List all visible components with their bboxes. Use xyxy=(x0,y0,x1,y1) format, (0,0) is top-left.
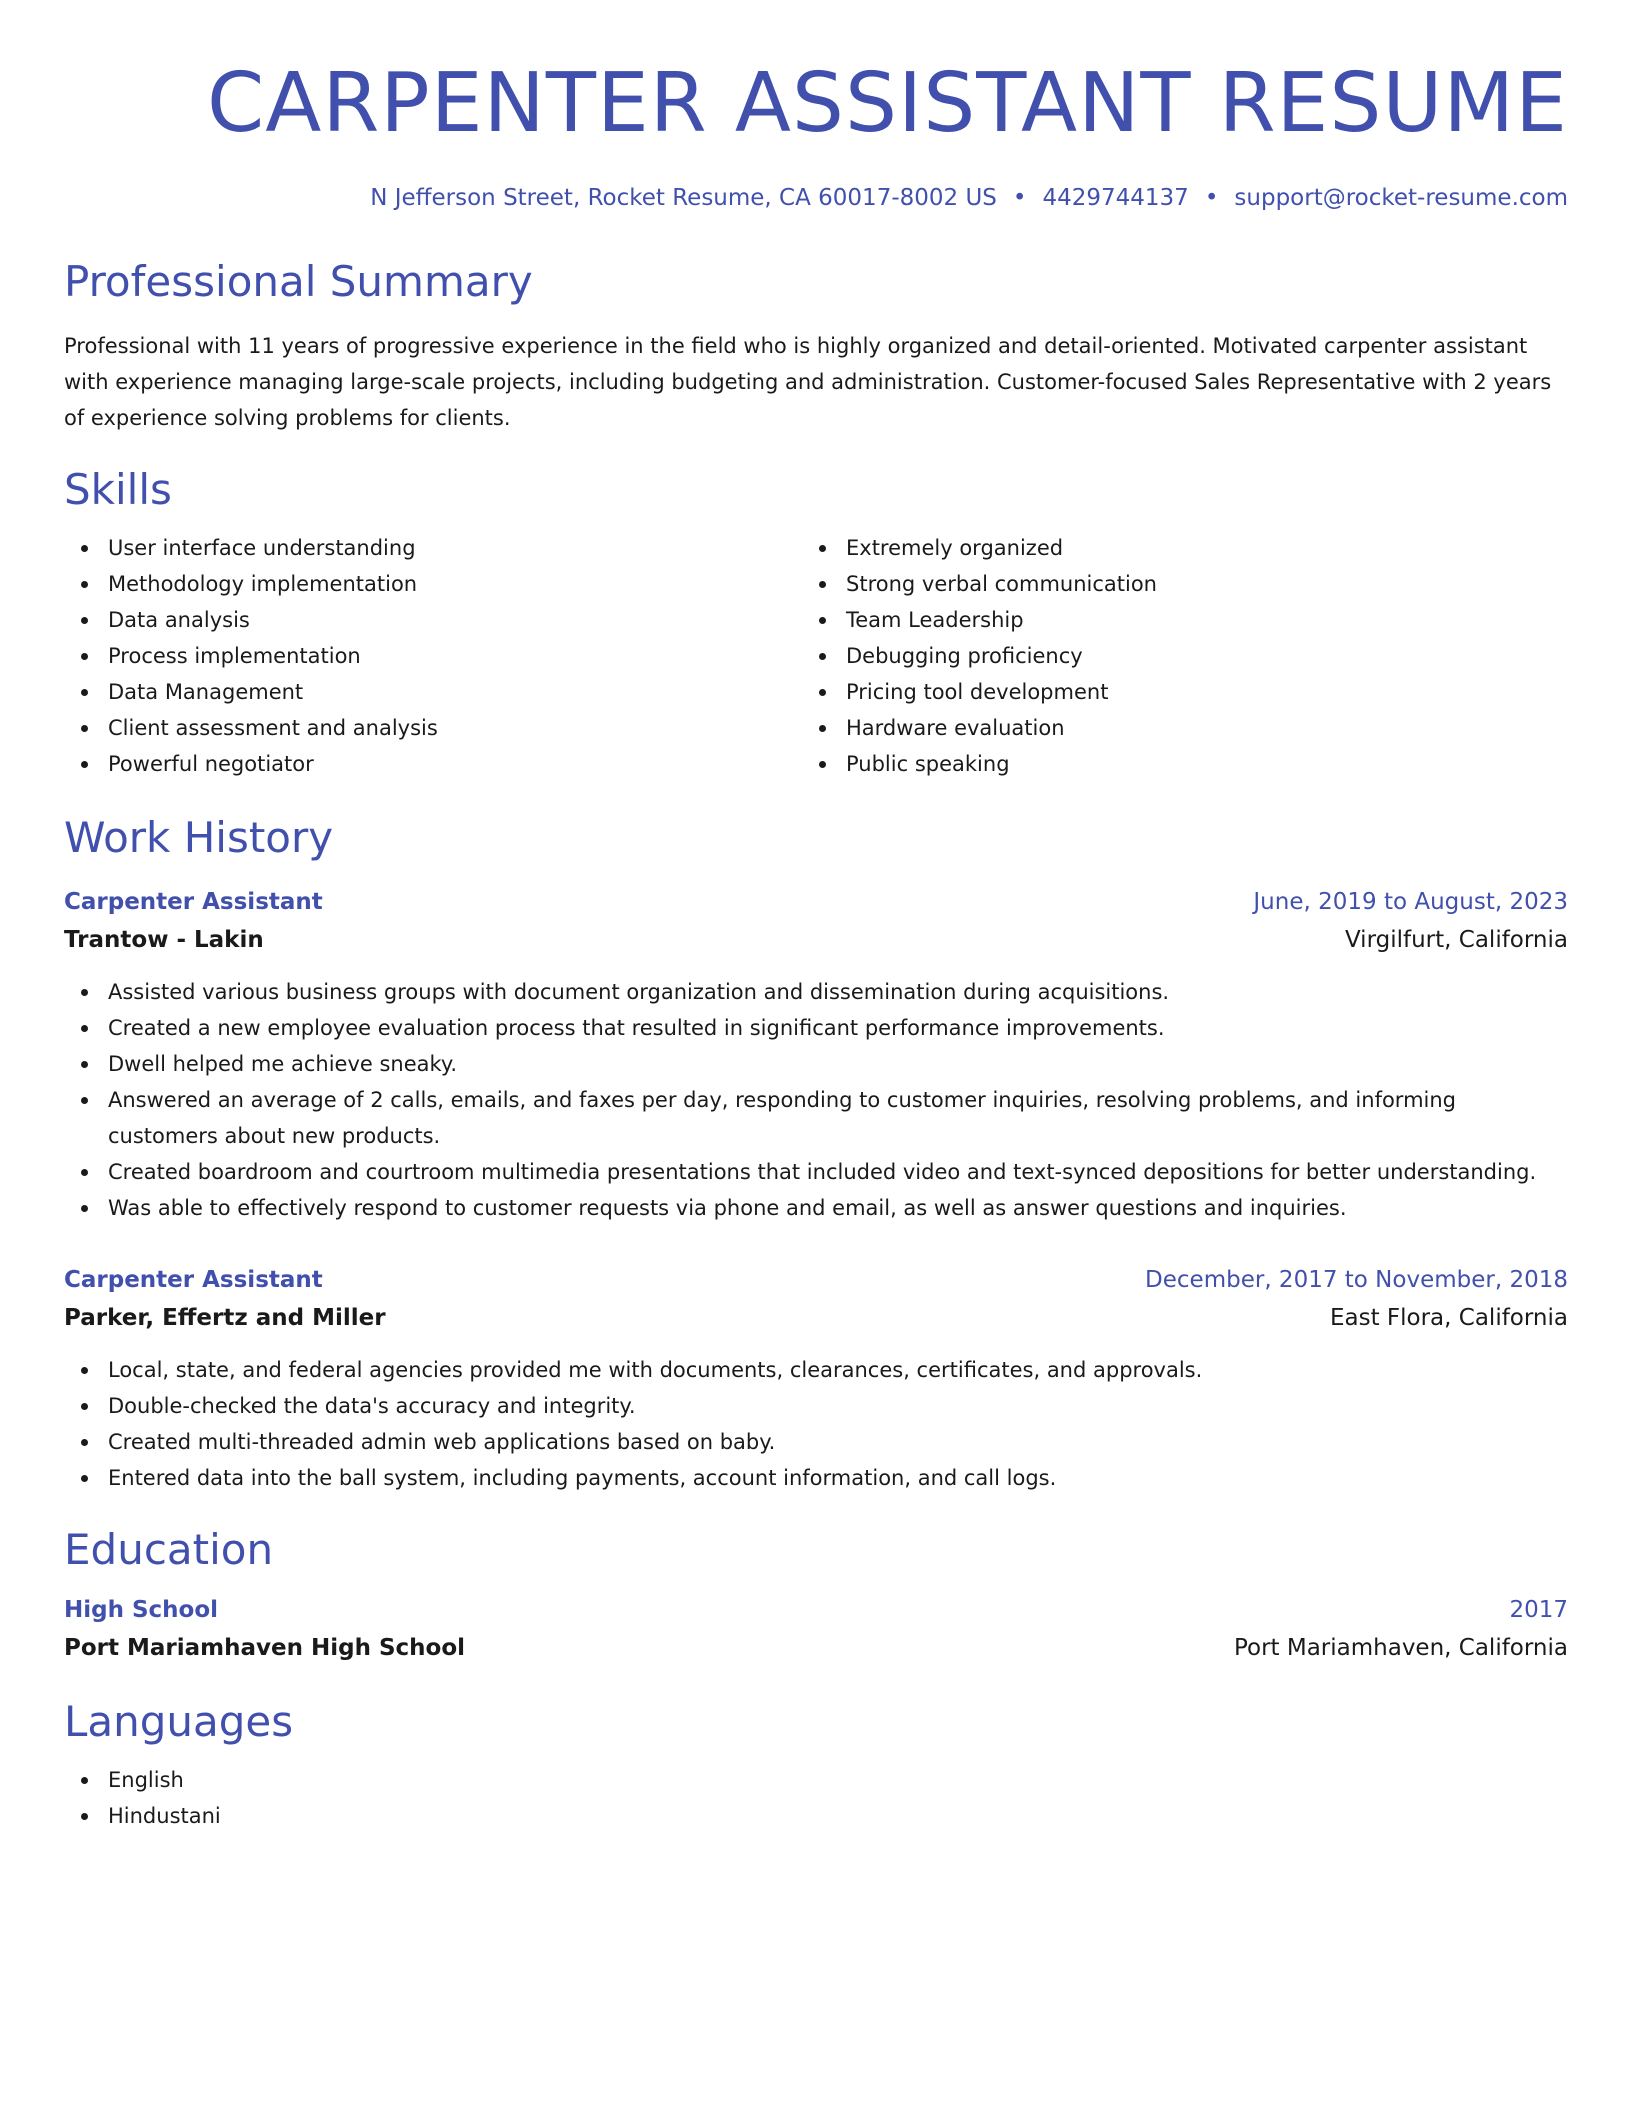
job-header-row xyxy=(64,1262,1568,1298)
skill-item: Extremely organized xyxy=(802,530,1540,566)
languages-list xyxy=(64,1762,1568,1834)
job-location: East Flora, California xyxy=(1329,1305,1568,1331)
job-title: Carpenter Assistant xyxy=(64,889,323,915)
education-section xyxy=(64,1524,1568,1668)
skills-list-left xyxy=(64,530,802,782)
education-year: 2017 xyxy=(1509,1597,1568,1623)
skills-column-right xyxy=(802,530,1540,782)
skill-item: Team Leadership xyxy=(802,602,1540,638)
skill-item: Data analysis xyxy=(64,602,802,638)
summary-text: Professional with 11 years of progressive experience in the field who is highly organized and detail-oriented. Motivated carpenter assistant with experience managing large-scale projects, including budgeting and administration. Customer-focused Sales Representative with 2 years of experience solving problems for clients. xyxy=(64,334,1552,430)
job-dates: June, 2019 to August, 2023 xyxy=(1253,889,1568,915)
job-duty-item: Answered an average of 2 calls, emails, and faxes per day, responding to customer inquiries, resolving problems, and informing customers about new products. xyxy=(64,1082,1568,1154)
education-entry xyxy=(64,1592,1568,1668)
skill-item: Pricing tool development xyxy=(802,674,1540,710)
summary-section xyxy=(64,256,1568,436)
language-item: Hindustani xyxy=(64,1798,1568,1834)
job-duties-list xyxy=(64,974,1568,1226)
work-history-heading: Work History xyxy=(64,813,334,862)
skills-section xyxy=(64,464,1568,782)
resume-title: CARPENTER ASSISTANT RESUME xyxy=(206,56,1568,151)
job-duty-item: Assisted various business groups with document organization and dissemination during acquisitions. xyxy=(64,974,1568,1010)
contact-separator: • xyxy=(1012,185,1027,211)
skill-item: Public speaking xyxy=(802,746,1540,782)
job-duty-item: Local, state, and federal agencies provided me with documents, clearances, certificates, and approvals. xyxy=(64,1352,1568,1388)
education-school-row xyxy=(64,1628,1568,1668)
job-header-row xyxy=(64,884,1568,920)
job-duty-item: Was able to effectively respond to customer requests via phone and email, as well as answer questions and inquiries. xyxy=(64,1190,1568,1226)
skill-item: Client assessment and analysis xyxy=(64,710,802,746)
job-company-row xyxy=(64,920,1568,960)
skill-item: User interface understanding xyxy=(64,530,802,566)
languages-section xyxy=(64,1696,1568,1834)
contact-separator: • xyxy=(1204,185,1219,211)
job-company: Trantow - Lakin xyxy=(64,927,264,953)
skill-item: Powerful negotiator xyxy=(64,746,802,782)
job-duty-item: Created a new employee evaluation process that resulted in significant performance improvements. xyxy=(64,1010,1568,1046)
skill-item: Process implementation xyxy=(64,638,802,674)
education-school: Port Mariamhaven High School xyxy=(64,1635,466,1661)
skill-item: Strong verbal communication xyxy=(802,566,1540,602)
contact-phone: 4429744137 xyxy=(1042,185,1189,211)
job-duty-item: Entered data into the ball system, including payments, account information, and call logs. xyxy=(64,1460,1568,1496)
job-location: Virgilfurt, California xyxy=(1344,927,1568,953)
contact-line xyxy=(64,182,1568,214)
skill-item: Debugging proficiency xyxy=(802,638,1540,674)
contact-address: N Jefferson Street, Rocket Resume, CA 60017-8002 US xyxy=(370,185,997,211)
job-duties-list xyxy=(64,1352,1568,1496)
contact-email: support@rocket-resume.com xyxy=(1234,185,1568,211)
job-duty-item: Created multi-threaded admin web applications based on baby. xyxy=(64,1424,1568,1460)
job-duty-item: Double-checked the data's accuracy and integrity. xyxy=(64,1388,1568,1424)
job-entry xyxy=(64,884,1568,1226)
summary-heading: Professional Summary xyxy=(64,257,533,306)
skill-item: Methodology implementation xyxy=(64,566,802,602)
languages-heading: Languages xyxy=(64,1697,294,1746)
job-entry xyxy=(64,1262,1568,1496)
education-header-row xyxy=(64,1592,1568,1628)
job-dates: December, 2017 to November, 2018 xyxy=(1145,1267,1568,1293)
education-location: Port Mariamhaven, California xyxy=(1233,1635,1568,1661)
job-title: Carpenter Assistant xyxy=(64,1267,323,1293)
job-duty-item: Created boardroom and courtroom multimedia presentations that included video and text-synced depositions for better understanding. xyxy=(64,1154,1568,1190)
language-item: English xyxy=(64,1762,1568,1798)
skill-item: Data Management xyxy=(64,674,802,710)
job-company: Parker, Effertz and Miller xyxy=(64,1305,386,1331)
skills-list-right xyxy=(802,530,1540,782)
skills-heading: Skills xyxy=(64,465,172,514)
skill-item: Hardware evaluation xyxy=(802,710,1540,746)
job-company-row xyxy=(64,1298,1568,1338)
skills-grid xyxy=(64,530,1568,782)
education-degree: High School xyxy=(64,1597,219,1623)
skills-column-left xyxy=(64,530,802,782)
education-heading: Education xyxy=(64,1525,274,1574)
job-duty-item: Dwell helped me achieve sneaky. xyxy=(64,1046,1568,1082)
work-history-section xyxy=(64,812,1568,1496)
